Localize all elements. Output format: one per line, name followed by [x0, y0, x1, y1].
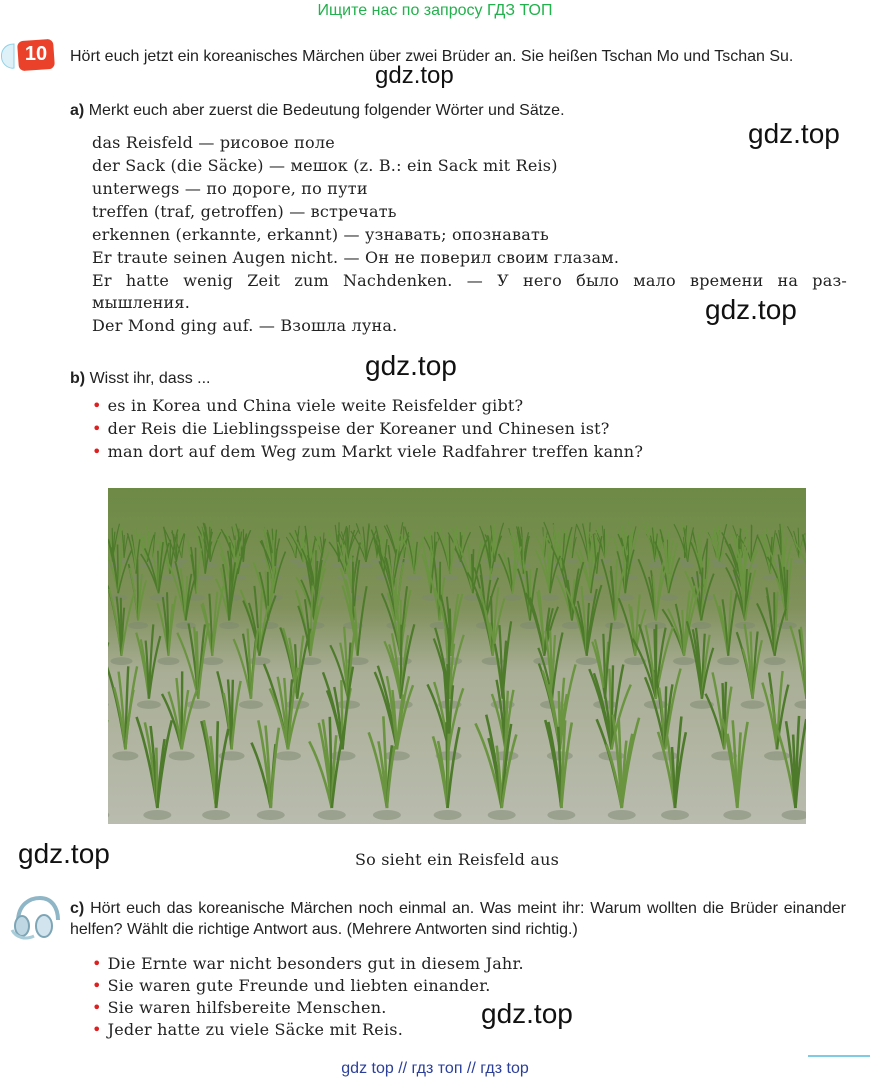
plant-reflection: [599, 559, 611, 563]
plant-reflection: [201, 657, 223, 665]
plant-reflection: [723, 810, 751, 820]
plant-reflection: [359, 563, 373, 568]
exercise-number-badge: [16, 40, 56, 70]
plant-reflection: [290, 559, 302, 563]
plant-reflection: [681, 563, 695, 568]
part-a-label: a): [70, 102, 85, 119]
plant-reflection: [197, 575, 213, 581]
bullet-icon: •: [92, 954, 102, 973]
bullet-icon: •: [92, 419, 102, 438]
part-b-label: b): [70, 370, 86, 387]
bullet-icon: •: [92, 976, 102, 995]
bullet-icon: •: [92, 1020, 102, 1039]
plant-reflection: [717, 657, 739, 665]
vocab-line: Er traute seinen Augen nicht. — Он не поверил своим глазам.: [92, 248, 620, 267]
plant-reflection: [317, 559, 329, 563]
plant-reflection: [275, 751, 301, 760]
plant-reflection: [713, 563, 727, 568]
plant-reflection: [608, 810, 636, 820]
ear-icon: [0, 42, 16, 70]
vocab-line: мышления.: [92, 293, 190, 312]
plant-reflection: [176, 559, 188, 563]
plant-reflection: [793, 559, 805, 563]
vocab-line: erkennen (erkannte, erkannt) — узнавать; опознавать: [92, 225, 549, 244]
plant-reflection: [566, 559, 578, 563]
vocab-line: das Reisfeld — рисовое поле: [92, 133, 335, 152]
list-item: • Jeder hatte zu viele Säcke mit Reis.: [92, 1020, 403, 1039]
watermark: gdz.top: [748, 118, 840, 149]
part-c-heading: [70, 898, 846, 940]
exercise-intro: Hört euch jetzt ein koreanisches Märchen über zwei Brüder an. Sie heißen Tschan Mo und Tschan Su.: [70, 48, 794, 65]
watermark: gdz.top: [18, 838, 110, 869]
plant-reflection: [673, 657, 695, 665]
plant-reflection: [186, 700, 210, 709]
part-a-heading: [70, 100, 850, 121]
exercise-number: 10: [24, 43, 48, 65]
vocab-line: unterwegs — по дороге, по пути: [92, 179, 368, 198]
plant-reflection: [711, 751, 737, 760]
plant-reflection: [504, 595, 522, 601]
plant-reflection: [691, 622, 711, 629]
bullet-icon: •: [92, 998, 102, 1017]
plant-reflection: [661, 810, 689, 820]
plant-reflection: [541, 595, 559, 601]
plant-reflection: [248, 657, 270, 665]
plant-reflection: [384, 751, 410, 760]
footer-rule: [808, 1055, 870, 1057]
watermark: gdz.top: [365, 350, 457, 381]
plant-reflection: [576, 657, 598, 665]
footer-links: gdz top // гдз топ // гдз top: [341, 1060, 529, 1077]
plant-reflection: [741, 700, 765, 709]
plant-reflection: [547, 810, 575, 820]
plant-reflection: [764, 657, 786, 665]
list-item: • man dort auf dem Weg zum Markt viele Radfahrer treffen kann?: [92, 442, 644, 461]
vocab-line: treffen (traf, getroffen) — встречать: [92, 202, 397, 221]
plant-reflection: [150, 595, 168, 601]
plant-reflection: [318, 810, 346, 820]
vocab-line: Der Mond ging auf. — Взошла луна.: [92, 316, 398, 335]
plant-reflection: [648, 563, 662, 568]
plant-reflection: [202, 810, 230, 820]
plant-reflection: [169, 751, 195, 760]
list-item: • der Reis die Lieblingsspeise der Koreaner und Chinesen ist?: [92, 419, 610, 438]
watermark: gdz.top: [705, 294, 797, 325]
part-a-instruction: Merkt euch aber zuerst die Bedeutung folgender Wörter und Sätze.: [88, 102, 565, 119]
plant-reflection: [660, 595, 678, 601]
top-banner: Ищите нас по запросу ГДЗ ТОП: [317, 2, 553, 19]
plant-reflection: [257, 810, 285, 820]
part-b-heading: [70, 368, 850, 389]
vocab-line: der Sack (die Säcke) — мешок (z. B.: ein Sack mit Reis): [92, 156, 558, 175]
watermark: gdz.top: [481, 998, 573, 1029]
plant-reflection: [157, 657, 179, 665]
vocab-line: Er hatte wenig Zeit zum Nachdenken. — У него было мало времени на раз-: [92, 271, 847, 290]
bullet-icon: •: [92, 442, 102, 461]
photo-caption: So sieht ein Reisfeld aus: [354, 850, 559, 869]
plant-reflection: [110, 657, 132, 665]
part-c-instruction: Hört euch das koreanische Märchen noch einmal an. Was meint ihr: Warum wollten die Brüder einander helfen? Wählt die richtige Antwort aus. (Mehrere Antworten sind richtig.): [70, 900, 846, 938]
plant-reflection: [143, 810, 171, 820]
list-item: • Sie waren gute Freunde und liebten einander.: [92, 976, 491, 995]
part-b-instruction: Wisst ihr, dass ...: [89, 370, 211, 387]
plant-reflection: [373, 810, 401, 820]
plant-reflection: [112, 751, 138, 760]
rice-blade: [449, 535, 450, 573]
list-item: • Sie waren hilfsbereite Menschen.: [92, 998, 387, 1017]
plant-reflection: [605, 622, 625, 629]
plant-reflection: [239, 700, 263, 709]
plant-reflection: [679, 559, 691, 563]
list-item: • es in Korea und China viele weite Reisfelder gibt?: [92, 396, 524, 415]
headphones-icon: [10, 892, 62, 944]
plant-reflection: [137, 700, 161, 709]
bullet-icon: •: [92, 396, 102, 415]
plant-reflection: [219, 622, 239, 629]
plant-reflection: [176, 622, 196, 629]
watermark: gdz.top: [375, 62, 454, 89]
plant-reflection: [488, 810, 516, 820]
plant-reflection: [407, 575, 423, 581]
plant-reflection: [128, 622, 148, 629]
rice-field-photo: [108, 488, 806, 824]
part-c-label: c): [70, 900, 85, 917]
plant-reflection: [515, 575, 531, 581]
list-item: • Die Ernte war nicht besonders gut in diesem Jahr.: [92, 954, 524, 973]
plant-reflection: [434, 810, 462, 820]
